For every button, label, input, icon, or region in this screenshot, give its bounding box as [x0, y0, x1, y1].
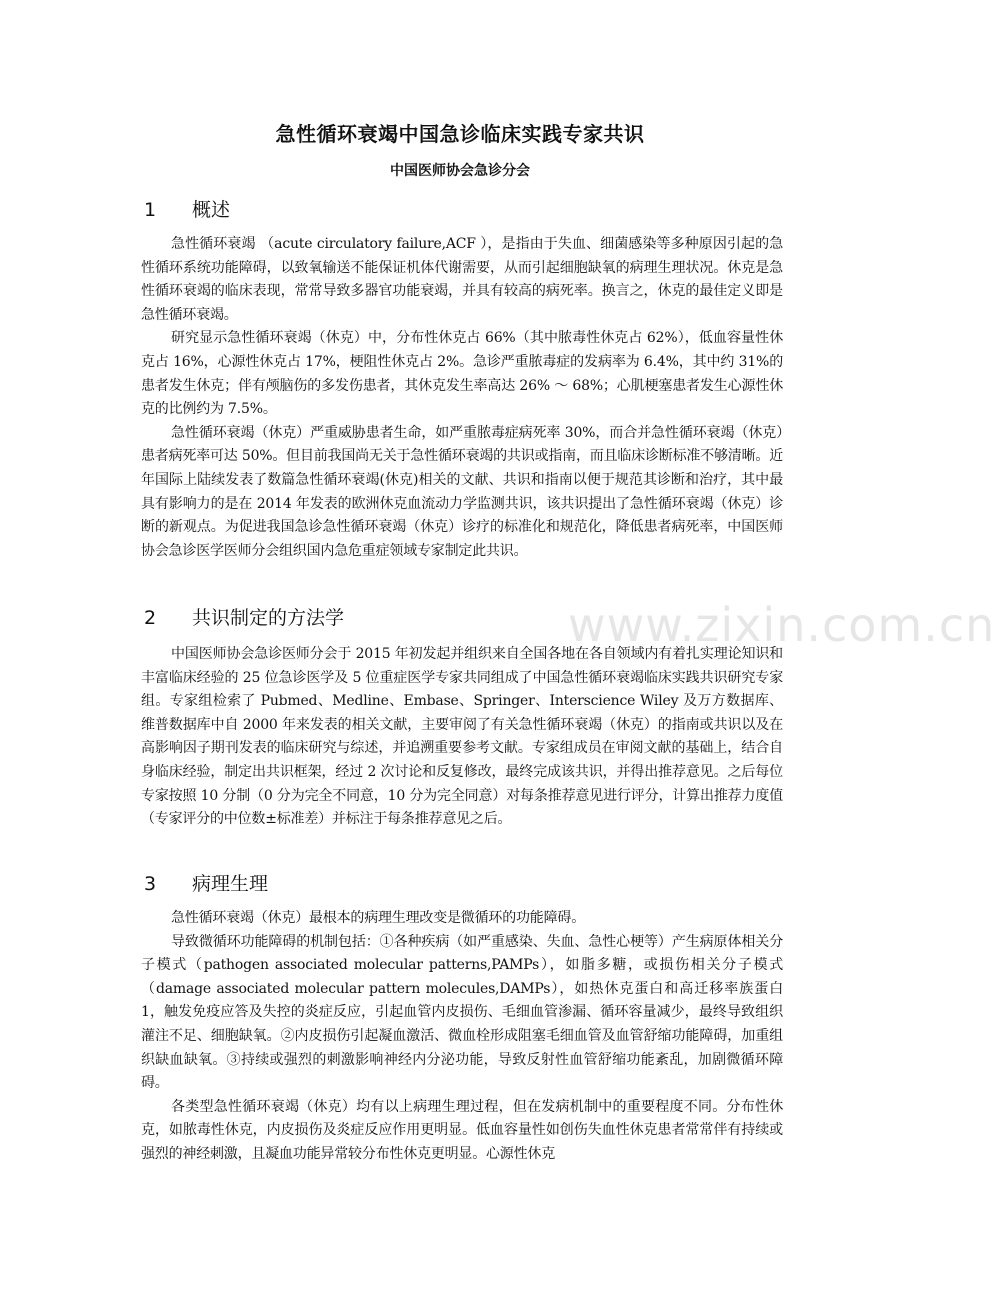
- section-3-body: [141, 907, 783, 1167]
- section-number: 2: [144, 607, 157, 629]
- paragraph: 急性循环衰竭 （acute circulatory failure,ACF ），是指由于失血、细菌感染等多种原因引起的急性循环系统功能障碍，以致氧输送不能保证机体代谢需要，从而引起细胞缺氧的病理生理状况。休克是急性循环衰竭的临床表现，常常导致多器官功能衰竭，并具有较高的病死率。换言之，休克的最佳定义即是急性循环衰竭。: [141, 236, 783, 323]
- paragraph: 导致微循环功能障碍的机制包括：①各种疾病（如严重感染、失血、急性心梗等）产生病原体相关分子模式（pathogen associated molecular patterns,PAMPs），如脂多糖，或损伤相关分子模式（damage associated molecular pattern molecules,DAMPs），如热休克蛋白和高迁移率族蛋白 1，触发免疫应答及失控的炎症反应，引起血管内皮损伤、毛细血管渗漏、循环容量减少，最终导致组织灌注不足、细胞缺氧。②内皮损伤引起凝血激活、微血栓形成阻塞毛细血管及血管舒缩功能障碍，加重组织缺血缺氧。③持续或强烈的刺激影响神经内分泌功能，导致反射性血管舒缩功能紊乱，加剧微循环障碍。: [141, 933, 783, 1092]
- section-1-body: [141, 233, 783, 563]
- paragraph: 中国医师协会急诊医师分会于 2015 年初发起并组织来自全国各地在各自领域内有着扎实理论知识和丰富临床经验的 25 位急诊医学及 5 位重症医学专家共同组成了中国急性循环衰竭临床实践共识研究专家组。专家组检索了 Pubmed、Medline、Embase、Springer、Interscience Wiley 及万方数据库、维普数据库中自 2000 年来发表的相关文献，主要审阅了有关急性循环衰竭（休克）的指南或共识以及在高影响因子期刊发表的临床研究与综述，并追溯重要参考文献。专家组成员在审阅文献的基础上，结合自身临床经验，制定出共识框架，经过 2 次讨论和反复修改，最终完成该共识，并得出推荐意见。之后每位专家按照 10 分制（0 分为完全不同意，10 分为完全同意）对每条推荐意见进行评分，计算出推荐力度值（专家评分的中位数±标准差）并标注于每条推荐意见之后。: [141, 646, 783, 828]
- document-title: 急性循环衰竭中国急诊临床实践专家共识: [275, 122, 645, 146]
- document-author: 中国医师协会急诊分会: [390, 163, 530, 179]
- watermark: www.zixin.com.cn: [568, 598, 995, 652]
- section-2-heading: [144, 606, 344, 630]
- paragraph: 各类型急性循环衰竭（休克）均有以上病理生理过程，但在发病机制中的重要程度不同。分布性休克，如脓毒性休克，内皮损伤及炎症反应作用更明显。低血容量性如创伤失血性休克患者常常伴有持续或强烈的神经刺激，且凝血功能异常较分布性休克更明显。心源性休克: [141, 1098, 783, 1162]
- section-title: 共识制定的方法学: [192, 607, 345, 629]
- section-1-heading: [144, 198, 230, 222]
- paragraph: 急性循环衰竭（休克）最根本的病理生理改变是微循环的功能障碍。: [171, 910, 585, 926]
- section-3-heading: [144, 872, 268, 896]
- paragraph: 研究显示急性循环衰竭（休克）中，分布性休克占 66%（其中脓毒性休克占 62%），低血容量性休克占 16%，心源性休克占 17%，梗阻性休克占 2%。急诊严重脓毒症的发病率为 6.4%，其中约 31%的患者发生休克；伴有颅脑伤的多发伤患者，其休克发生率高达 26% ～ 68%；心肌梗塞患者发生心源性休克的比例约为 7.5%。: [141, 330, 783, 418]
- section-number: 3: [144, 873, 157, 895]
- paragraph: 急性循环衰竭（休克）严重威胁患者生命，如严重脓毒症病死率 30%，而合并急性循环衰竭（休克）患者病死率可达 50%。但目前我国尚无关于急性循环衰竭的共识或指南，而且临床诊断标准不够清晰。近年国际上陆续发表了数篇急性循环衰竭(休克)相关的文献、共识和指南以便于规范其诊断和治疗，其中最具有影响力的是在 2014 年发表的欧洲休克血流动力学监测共识，该共识提出了急性循环衰竭（休克）诊断的新观点。为促进我国急诊急性循环衰竭（休克）诊疗的标准化和规范化，降低患者病死率，中国医师协会急诊医学医师分会组织国内急危重症领域专家制定此共识。: [141, 424, 783, 559]
- section-2-body: [141, 643, 783, 832]
- section-number: 1: [144, 199, 157, 221]
- section-title: 病理生理: [192, 873, 269, 895]
- section-title: 概述: [192, 199, 231, 221]
